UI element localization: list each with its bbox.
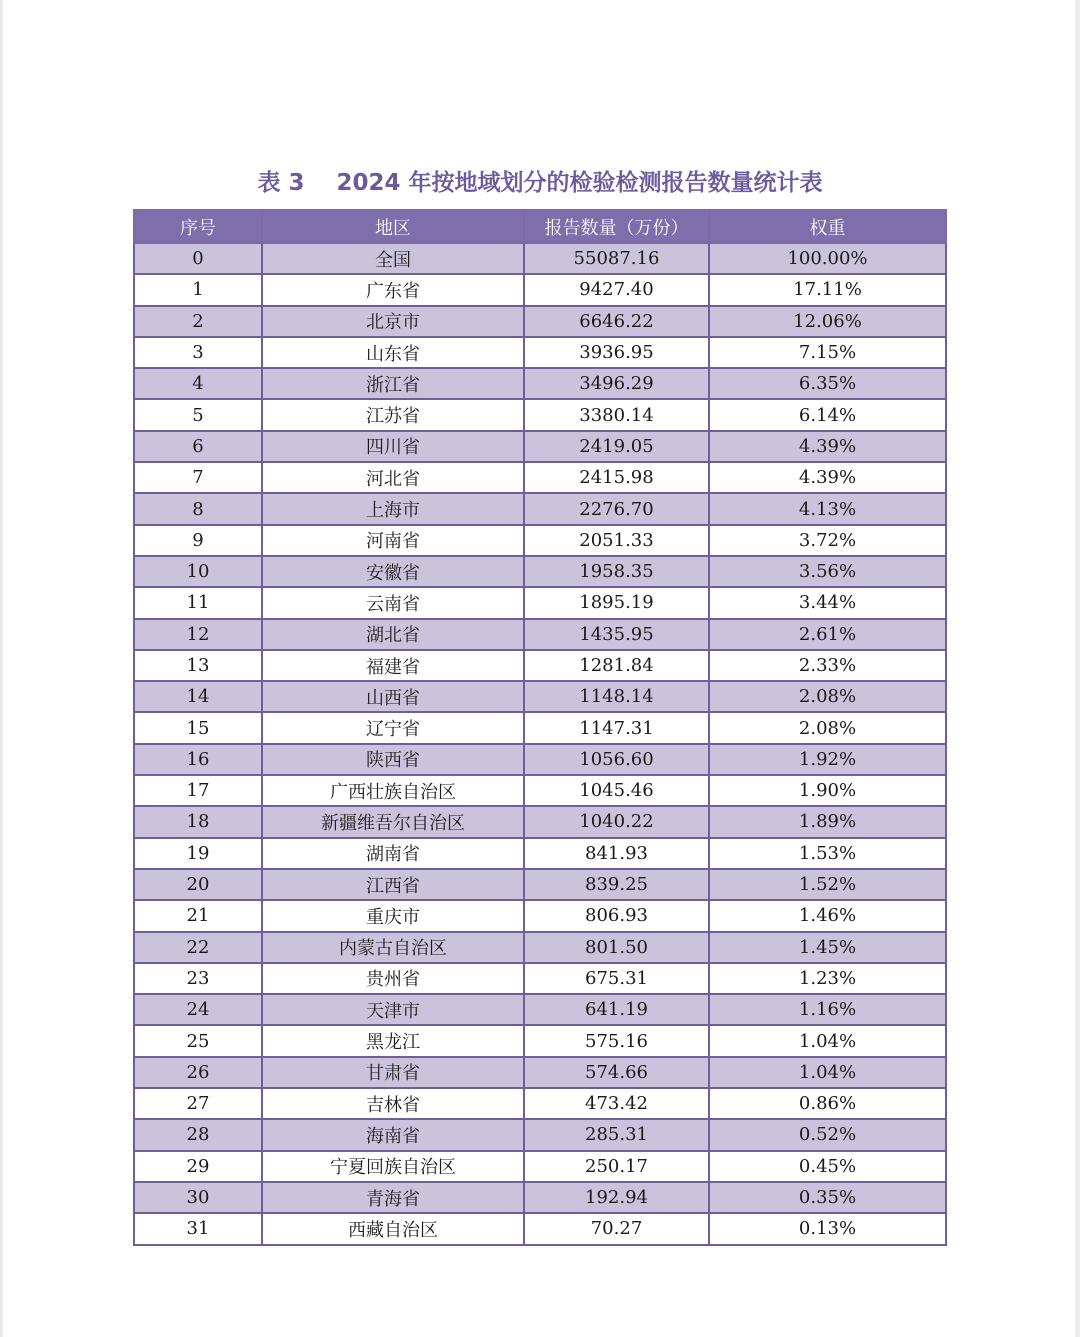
cell-report-count: 2415.98 — [524, 462, 709, 493]
table-row — [134, 462, 946, 493]
cell-report-count: 641.19 — [524, 994, 709, 1025]
cell-report-count: 675.31 — [524, 963, 709, 994]
cell-report-count: 1040.22 — [524, 806, 709, 837]
cell-region: 江苏省 — [262, 399, 524, 430]
cell-index: 21 — [134, 900, 262, 931]
table-row — [134, 806, 946, 837]
cell-index: 5 — [134, 399, 262, 430]
table-row — [134, 1213, 946, 1244]
cell-report-count: 1895.19 — [524, 587, 709, 618]
cell-region: 上海市 — [262, 493, 524, 524]
cell-region: 湖南省 — [262, 838, 524, 869]
cell-index: 27 — [134, 1088, 262, 1119]
cell-weight: 100.00% — [709, 243, 946, 274]
cell-region: 湖北省 — [262, 619, 524, 650]
cell-report-count: 801.50 — [524, 932, 709, 963]
table-row — [134, 399, 946, 430]
table-row — [134, 431, 946, 462]
cell-weight: 4.39% — [709, 431, 946, 462]
cell-weight: 1.16% — [709, 994, 946, 1025]
cell-region: 广东省 — [262, 274, 524, 305]
cell-weight: 2.33% — [709, 650, 946, 681]
table-body — [134, 243, 946, 1245]
cell-weight: 1.52% — [709, 869, 946, 900]
cell-report-count: 1148.14 — [524, 681, 709, 712]
cell-report-count: 1045.46 — [524, 775, 709, 806]
cell-report-count: 3496.29 — [524, 368, 709, 399]
cell-index: 28 — [134, 1119, 262, 1150]
cell-region: 海南省 — [262, 1119, 524, 1150]
table-row — [134, 994, 946, 1025]
cell-report-count: 841.93 — [524, 838, 709, 869]
cell-report-count: 473.42 — [524, 1088, 709, 1119]
cell-region: 山西省 — [262, 681, 524, 712]
table-caption-label: 表 3 — [257, 170, 305, 196]
cell-index: 15 — [134, 712, 262, 743]
table-caption-title: 2024 年按地域划分的检验检测报告数量统计表 — [336, 170, 823, 196]
cell-weight: 7.15% — [709, 337, 946, 368]
cell-weight: 4.13% — [709, 493, 946, 524]
cell-index: 11 — [134, 587, 262, 618]
table-row — [134, 556, 946, 587]
cell-weight: 4.39% — [709, 462, 946, 493]
cell-index: 7 — [134, 462, 262, 493]
table-row — [134, 243, 946, 274]
cell-region: 陕西省 — [262, 744, 524, 775]
header-weight: 权重 — [709, 210, 946, 243]
cell-region: 天津市 — [262, 994, 524, 1025]
cell-region: 新疆维吾尔自治区 — [262, 806, 524, 837]
table-row — [134, 1119, 946, 1150]
table-row — [134, 1088, 946, 1119]
table-row — [134, 869, 946, 900]
cell-weight: 3.56% — [709, 556, 946, 587]
cell-weight: 2.08% — [709, 712, 946, 743]
cell-report-count: 9427.40 — [524, 274, 709, 305]
cell-report-count: 1958.35 — [524, 556, 709, 587]
cell-report-count: 2276.70 — [524, 493, 709, 524]
cell-weight: 12.06% — [709, 306, 946, 337]
cell-report-count: 70.27 — [524, 1213, 709, 1244]
cell-region: 重庆市 — [262, 900, 524, 931]
table-row — [134, 775, 946, 806]
cell-region: 江西省 — [262, 869, 524, 900]
table-row — [134, 744, 946, 775]
table-row — [134, 1151, 946, 1182]
cell-weight: 2.08% — [709, 681, 946, 712]
cell-report-count: 285.31 — [524, 1119, 709, 1150]
cell-report-count: 575.16 — [524, 1025, 709, 1056]
cell-index: 4 — [134, 368, 262, 399]
cell-weight: 0.35% — [709, 1182, 946, 1213]
cell-report-count: 3936.95 — [524, 337, 709, 368]
cell-weight: 1.23% — [709, 963, 946, 994]
cell-region: 辽宁省 — [262, 712, 524, 743]
cell-index: 23 — [134, 963, 262, 994]
table-row — [134, 1182, 946, 1213]
table-row — [134, 932, 946, 963]
cell-weight: 1.04% — [709, 1025, 946, 1056]
cell-index: 13 — [134, 650, 262, 681]
table-row — [134, 337, 946, 368]
table-row — [134, 619, 946, 650]
cell-report-count: 1147.31 — [524, 712, 709, 743]
cell-region: 河南省 — [262, 525, 524, 556]
cell-weight: 1.92% — [709, 744, 946, 775]
cell-region: 云南省 — [262, 587, 524, 618]
cell-index: 9 — [134, 525, 262, 556]
table-row — [134, 587, 946, 618]
table-caption — [0, 164, 1080, 197]
table-row — [134, 525, 946, 556]
statistics-table — [133, 209, 947, 1246]
table-row — [134, 681, 946, 712]
cell-index: 18 — [134, 806, 262, 837]
cell-region: 福建省 — [262, 650, 524, 681]
cell-region: 内蒙古自治区 — [262, 932, 524, 963]
cell-report-count: 806.93 — [524, 900, 709, 931]
cell-index: 25 — [134, 1025, 262, 1056]
cell-region: 四川省 — [262, 431, 524, 462]
cell-report-count: 1056.60 — [524, 744, 709, 775]
cell-region: 贵州省 — [262, 963, 524, 994]
header-index: 序号 — [134, 210, 262, 243]
table-row — [134, 274, 946, 305]
table-row — [134, 650, 946, 681]
cell-index: 14 — [134, 681, 262, 712]
cell-region: 甘肃省 — [262, 1057, 524, 1088]
cell-report-count: 3380.14 — [524, 399, 709, 430]
header-report-count: 报告数量（万份） — [524, 210, 709, 243]
cell-report-count: 2419.05 — [524, 431, 709, 462]
cell-index: 2 — [134, 306, 262, 337]
cell-weight: 0.13% — [709, 1213, 946, 1244]
cell-region: 安徽省 — [262, 556, 524, 587]
cell-report-count: 1281.84 — [524, 650, 709, 681]
table-row — [134, 900, 946, 931]
cell-index: 30 — [134, 1182, 262, 1213]
cell-report-count: 1435.95 — [524, 619, 709, 650]
cell-weight: 17.11% — [709, 274, 946, 305]
cell-index: 8 — [134, 493, 262, 524]
cell-region: 宁夏回族自治区 — [262, 1151, 524, 1182]
cell-report-count: 574.66 — [524, 1057, 709, 1088]
cell-report-count: 839.25 — [524, 869, 709, 900]
cell-index: 17 — [134, 775, 262, 806]
cell-index: 22 — [134, 932, 262, 963]
cell-region: 浙江省 — [262, 368, 524, 399]
cell-index: 12 — [134, 619, 262, 650]
cell-weight: 6.14% — [709, 399, 946, 430]
cell-index: 29 — [134, 1151, 262, 1182]
cell-index: 6 — [134, 431, 262, 462]
cell-weight: 1.45% — [709, 932, 946, 963]
page-edge-right — [1075, 0, 1080, 1337]
cell-weight: 1.53% — [709, 838, 946, 869]
cell-weight: 0.86% — [709, 1088, 946, 1119]
table-row — [134, 493, 946, 524]
cell-region: 河北省 — [262, 462, 524, 493]
cell-report-count: 2051.33 — [524, 525, 709, 556]
cell-report-count: 55087.16 — [524, 243, 709, 274]
cell-weight: 2.61% — [709, 619, 946, 650]
table-row — [134, 306, 946, 337]
cell-region: 黑龙江 — [262, 1025, 524, 1056]
cell-weight: 0.45% — [709, 1151, 946, 1182]
cell-weight: 1.89% — [709, 806, 946, 837]
cell-index: 20 — [134, 869, 262, 900]
table-row — [134, 838, 946, 869]
cell-weight: 1.46% — [709, 900, 946, 931]
table-row — [134, 963, 946, 994]
cell-region: 广西壮族自治区 — [262, 775, 524, 806]
table-row — [134, 712, 946, 743]
cell-region: 山东省 — [262, 337, 524, 368]
cell-weight: 0.52% — [709, 1119, 946, 1150]
cell-report-count: 6646.22 — [524, 306, 709, 337]
cell-region: 西藏自治区 — [262, 1213, 524, 1244]
cell-index: 24 — [134, 994, 262, 1025]
table-row — [134, 368, 946, 399]
cell-region: 全国 — [262, 243, 524, 274]
cell-weight: 6.35% — [709, 368, 946, 399]
cell-index: 0 — [134, 243, 262, 274]
cell-report-count: 192.94 — [524, 1182, 709, 1213]
cell-region: 吉林省 — [262, 1088, 524, 1119]
cell-index: 26 — [134, 1057, 262, 1088]
page-edge-left — [0, 0, 3, 1337]
header-region: 地区 — [262, 210, 524, 243]
cell-index: 19 — [134, 838, 262, 869]
cell-index: 10 — [134, 556, 262, 587]
cell-index: 16 — [134, 744, 262, 775]
table-header — [134, 210, 946, 243]
cell-index: 31 — [134, 1213, 262, 1244]
header-row — [134, 210, 946, 243]
cell-report-count: 250.17 — [524, 1151, 709, 1182]
cell-weight: 3.44% — [709, 587, 946, 618]
cell-index: 1 — [134, 274, 262, 305]
cell-weight: 1.90% — [709, 775, 946, 806]
cell-region: 青海省 — [262, 1182, 524, 1213]
cell-weight: 1.04% — [709, 1057, 946, 1088]
cell-index: 3 — [134, 337, 262, 368]
table-row — [134, 1057, 946, 1088]
cell-region: 北京市 — [262, 306, 524, 337]
cell-weight: 3.72% — [709, 525, 946, 556]
table-row — [134, 1025, 946, 1056]
